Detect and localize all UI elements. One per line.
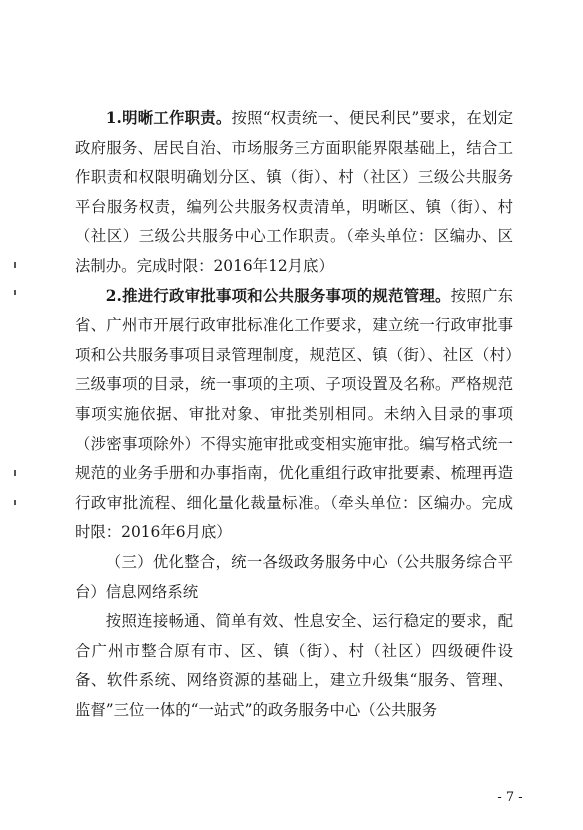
paragraph-text: 按照“权责统一、便民利民”要求，在划定政府服务、居民自治、市场服务三方面职能界限基础上，结合工作职责和权限明确划分区、镇（街）、村（社区）三级公共服务平台服务权责，编列公共服务权责清单，明晰区、镇（街）、村（社区）三级公共服务中心工作职责。（牵头单位：区编办、区法制办。完成时限：2016年12月底） — [75, 109, 513, 275]
paragraph-network-integration — [75, 607, 513, 725]
paragraph-standardize-approvals — [75, 282, 513, 548]
scan-mark — [14, 470, 16, 476]
paragraph-clarify-duties — [75, 104, 513, 282]
scan-mark — [14, 290, 16, 295]
paragraph-text: （三）优化整合，统一各级政务服务中心（公共服务综合平台）信息网络系统 — [75, 552, 513, 601]
paragraph-heading: 2.推进行政审批事项和公共服务事项的规范管理。 — [105, 286, 451, 305]
paragraph-text: 按照连接畅通、简单有效、性息安全、运行稳定的要求，配合广州市整合原有市、区、镇（街）、村（社区）四级硬件设备、软件系统、网络资源的基础上，建立升级集“服务、管理、监督”三位一体的“一站式”的政务服务中心（公共服务 — [75, 612, 513, 719]
paragraph-text: 按照广东省、广州市开展行政审批标准化工作要求，建立统一行政审批事项和公共服务事项目录管理制度，规范区、镇（街）、社区（村）三级事项的目录，统一事项的主项、子项设置及名称。严格规范事项实施依据、审批对象、审批类别相同。未纳入目录的事项（涉密事项除外）不得实施审批或变相实施审批。编写格式统一规范的业务手册和办事指南，优化重组行政审批要素、梳理再造行政审批流程、细化量化裁量标准。（牵头单位：区编办。完成时限：2016年6月底） — [75, 286, 513, 542]
paragraph-heading: 1.明晰工作职责。 — [105, 109, 232, 127]
section-heading-integration — [75, 548, 513, 607]
scan-mark — [14, 500, 16, 505]
page-number: - 7 - — [497, 790, 523, 805]
scan-mark — [14, 262, 16, 268]
document-body — [75, 104, 513, 725]
